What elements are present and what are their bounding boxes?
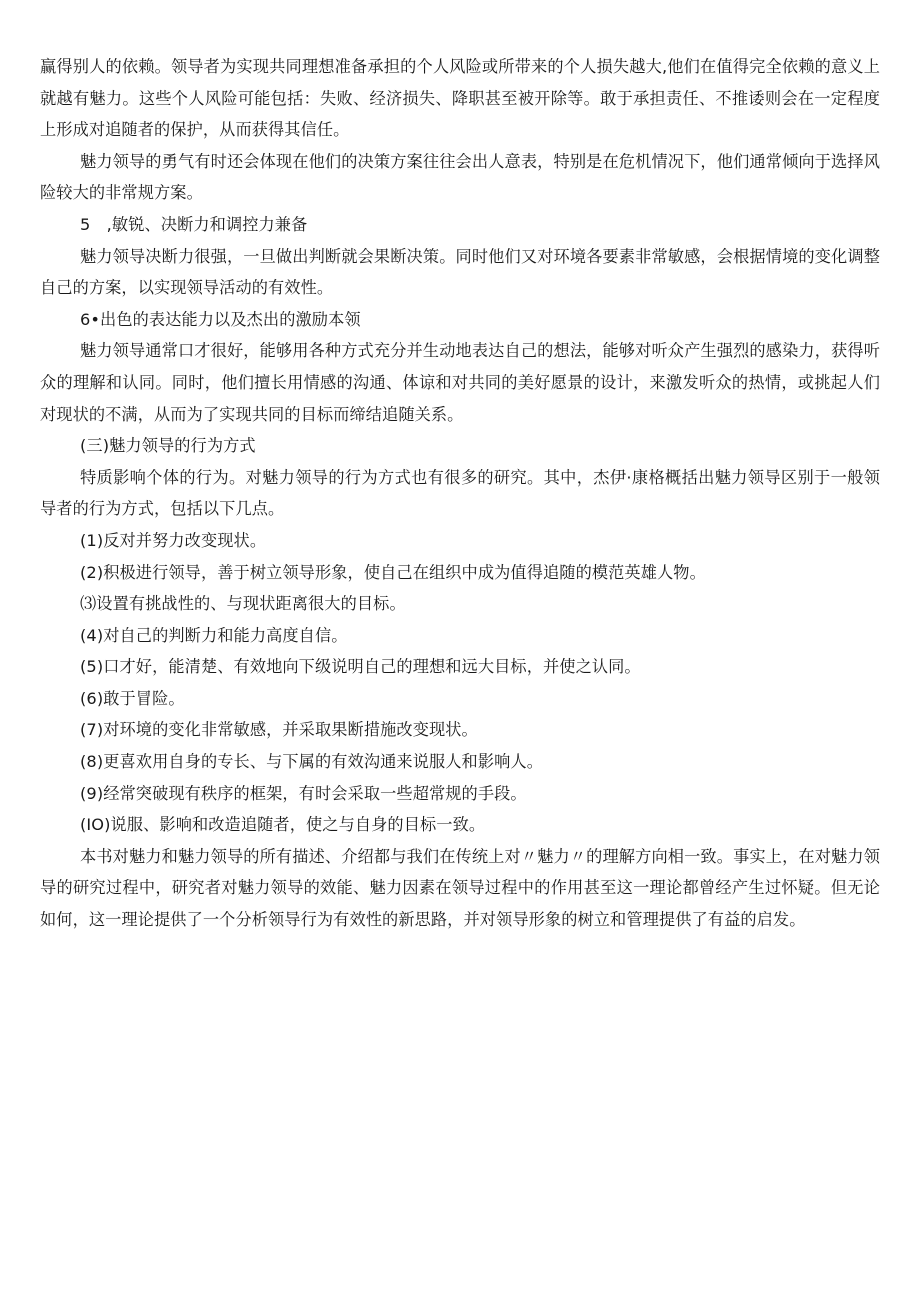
list-item: (6)敢于冒险。: [80, 688, 185, 708]
paragraph-behavior-intro: 特质影响个体的行为。对魅力领导的行为方式也有很多的研究。其中，杰伊·康格概括出魅力领导区别于一般领导者的行为方式，包括以下几点。: [40, 467, 880, 519]
list-item: (5)口才好，能清楚、有效地向下级说明自己的理想和远大目标，并使之认同。: [80, 657, 641, 677]
paragraph-courage: 魅力领导的勇气有时还会体现在他们的决策方案往往会出人意表，特别是在危机情况下，他们通常倾向于选择风险较大的非常规方案。: [40, 151, 880, 203]
list-item: ⑶设置有挑战性的、与现状距离很大的目标。: [80, 594, 406, 614]
list-item: (2)积极进行领导，善于树立领导形象，使自己在组织中成为值得追随的模范英雄人物。: [80, 562, 706, 582]
list-item: (4)对自己的判断力和能力高度自信。: [80, 625, 348, 645]
list-item: (IO)说服、影响和改造追随者，使之与自身的目标一致。: [80, 815, 486, 835]
paragraph-decisiveness: 魅力领导决断力很强，一旦做出判断就会果断决策。同时他们又对环境各要素非常敏感，会根据情境的变化调整自己的方案，以实现领导活动的有效性。: [40, 246, 880, 298]
heading-sharpness: 5 ,敏锐、决断力和调控力兼备: [80, 214, 308, 234]
list-item: (1)反对并努力改变现状。: [80, 530, 267, 550]
heading-behavior: (三)魅力领导的行为方式: [80, 436, 256, 456]
list-item: (8)更喜欢用自身的专长、与下属的有效沟通来说服人和影响人。: [80, 752, 543, 772]
paragraph-eloquence: 魅力领导通常口才很好，能够用各种方式充分并生动地表达自己的想法，能够对听众产生强烈的感染力，获得听众的理解和认同。同时，他们擅长用情感的沟通、体谅和对共同的美好愿景的设计，来激发听众的热情，或挑起人们对现状的不满，从而为了实现共同的目标而缔结追随关系。: [40, 341, 880, 424]
paragraph-trust: 赢得别人的依赖。领导者为实现共同理想准备承担的个人风险或所带来的个人损失越大,他们在值得完全依赖的意义上就越有魅力。这些个人风险可能包括：失败、经济损失、降职甚至被开除等。敢于承担责任、不推诿则会在一定程度上形成对追随者的保护，从而获得其信任。: [40, 57, 880, 140]
list-item: (9)经常突破现有秩序的框架，有时会采取一些超常规的手段。: [80, 783, 527, 803]
list-item: (7)对环境的变化非常敏感，并采取果断措施改变现状。: [80, 720, 478, 740]
document-body: [40, 51, 880, 936]
heading-expression: 6•出色的表达能力以及杰出的激励本领: [80, 309, 361, 329]
paragraph-conclusion: 本书对魅力和魅力领导的所有描述、介绍都与我们在传统上对〃魅力〃的理解方向相一致。事实上，在对魅力领导的研究过程中，研究者对魅力领导的效能、魅力因素在领导过程中的作用甚至这一理论都曾经产生过怀疑。但无论如何，这一理论提供了一个分析领导行为有效性的新思路，并对领导形象的树立和管理提供了有益的启发。: [40, 846, 880, 930]
